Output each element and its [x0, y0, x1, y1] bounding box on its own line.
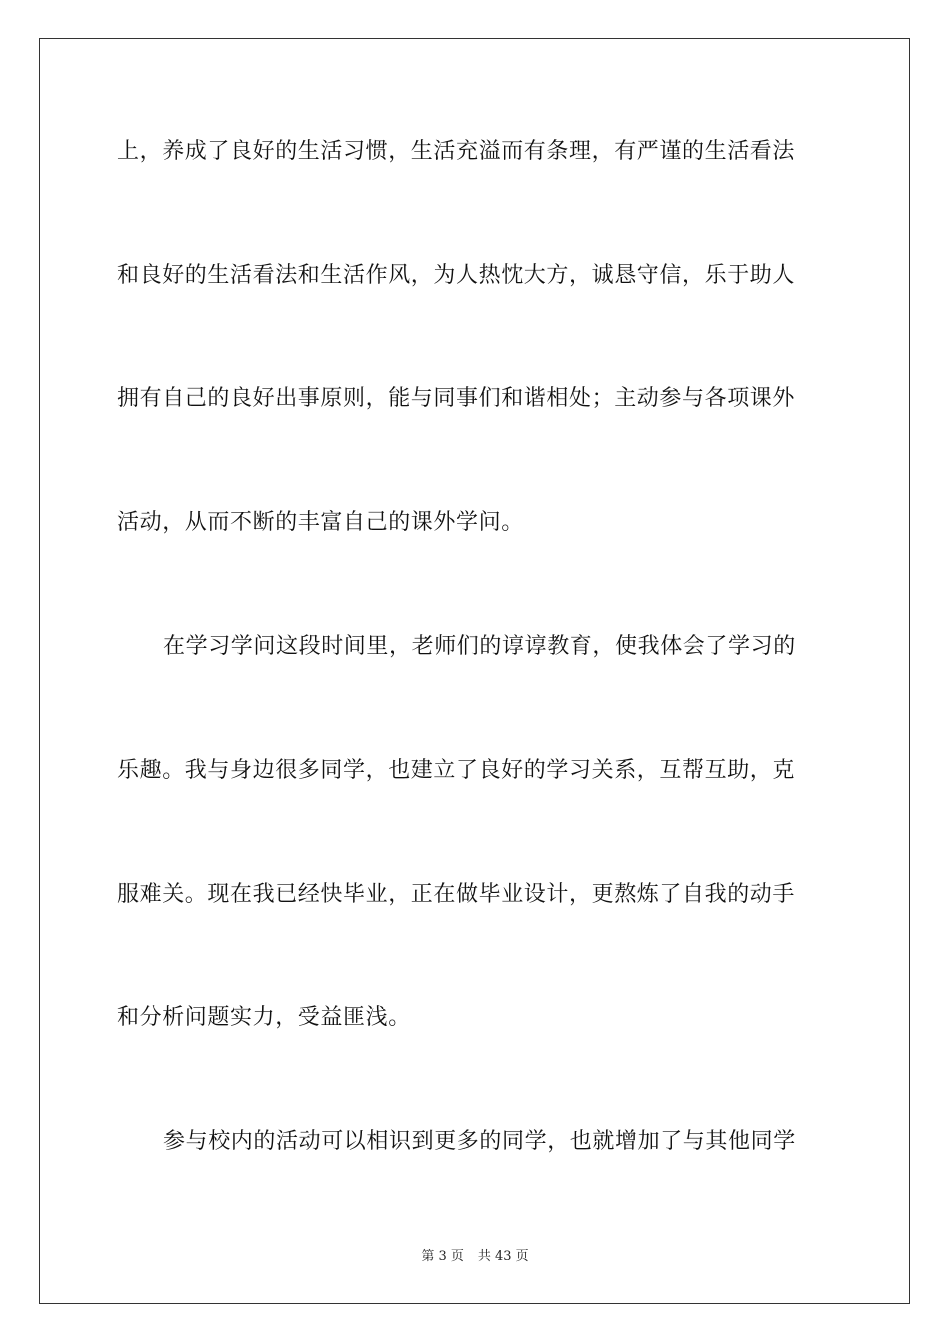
text-line: 上，养成了良好的生活习惯，生活充溢而有条理，有严谨的生活看法: [117, 139, 796, 164]
page-total: 共 43 页: [477, 1249, 529, 1264]
text-line: 和分析问题实力，受益匪浅。: [117, 1005, 411, 1030]
page-number: 第 3 页: [421, 1249, 464, 1264]
text-line: 拥有自己的良好出事原则，能与同事们和谐相处；主动参与各项课外: [117, 386, 796, 411]
page-frame: [39, 38, 910, 1304]
text-line: 在学习学问这段时间里，老师们的谆谆教育，使我体会了学习的: [163, 634, 796, 659]
text-line: 乐趣。我与身边很多同学，也建立了良好的学习关系，互帮互助，克: [117, 758, 796, 783]
page-footer: [0, 1248, 950, 1266]
text-line: 和良好的生活看法和生活作风，为人热忱大方，诚恳守信，乐于助人: [117, 263, 796, 288]
text-line: 活动，从而不断的丰富自己的课外学问。: [117, 510, 524, 535]
text-line: 参与校内的活动可以相识到更多的同学，也就增加了与其他同学: [163, 1129, 796, 1154]
text-line: 服难关。现在我已经快毕业，正在做毕业设计，更熬炼了自我的动手: [117, 882, 796, 907]
